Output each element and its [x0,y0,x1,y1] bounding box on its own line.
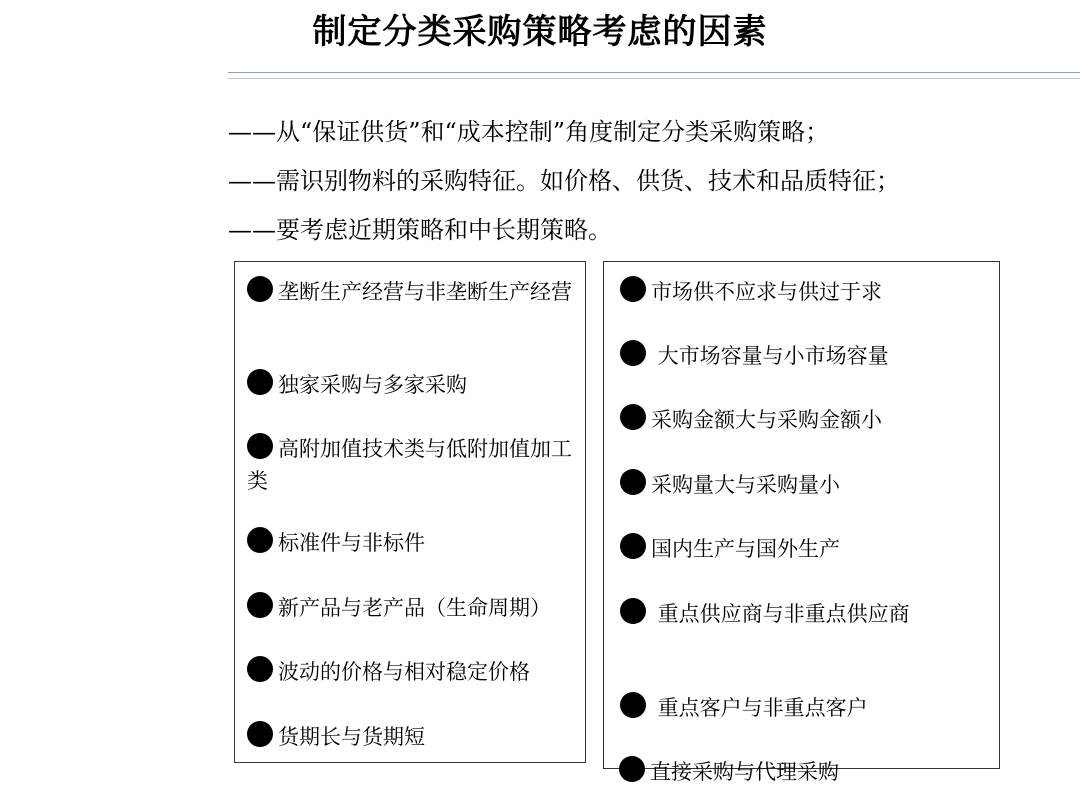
right-factor-box [603,261,1000,769]
list-item: 波动的价格与相对稳定价格 [247,656,579,688]
intro-line: ——从“保证供货”和“成本控制”角度制定分类采购策略； [228,118,830,146]
list-item: 重点客户与非重点客户 [620,692,1000,724]
intro-line: ——需识别物料的采购特征。如价格、供货、技术和品质特征； [228,167,900,195]
list-item: 采购量大与采购量小 [620,469,1000,501]
bullet-dot-icon [620,598,646,624]
bullet-dot-icon [620,404,646,430]
bullet-dot-icon [247,656,273,682]
bullet-dot-icon [247,276,273,302]
bullet-dot-icon [247,369,273,395]
intro-line: ——要考虑近期策略和中长期策略。 [228,216,612,244]
list-item: 重点供应商与非重点供应商 [620,598,1000,630]
bullet-dot-icon [619,756,645,782]
bullet-dot-icon [620,340,646,366]
title-divider-secondary [228,78,1080,79]
list-item: 市场供不应求与供过于求 [620,276,1000,308]
bullet-dot-icon [620,276,646,302]
list-item: 高附加值技术类与低附加值加工类 [247,433,579,497]
list-item: 货期长与货期短 [247,721,579,753]
bullet-dot-icon [620,469,646,495]
bullet-dot-icon [247,433,273,459]
list-item: 采购金额大与采购金额小 [620,404,1000,436]
title-divider [228,72,1080,73]
bullet-dot-icon [247,527,273,553]
list-item: 国内生产与国外生产 [620,533,1000,565]
bullet-dot-icon [247,592,273,618]
bullet-dot-icon [620,533,646,559]
list-item: 独家采购与多家采购 [247,369,579,401]
page-title: 制定分类采购策略考虑的因素 [312,12,768,52]
bullet-dot-icon [620,692,646,718]
left-factor-box [234,261,586,763]
list-item: 垄断生产经营与非垄断生产经营 [247,276,579,308]
list-item: 新产品与老产品（生命周期） [247,592,579,624]
list-item: 直接采购与代理采购 [619,756,839,788]
list-item: 大市场容量与小市场容量 [620,340,1000,372]
list-item: 标准件与非标件 [247,527,579,559]
intro-text [228,108,1078,255]
bullet-dot-icon [247,721,273,747]
